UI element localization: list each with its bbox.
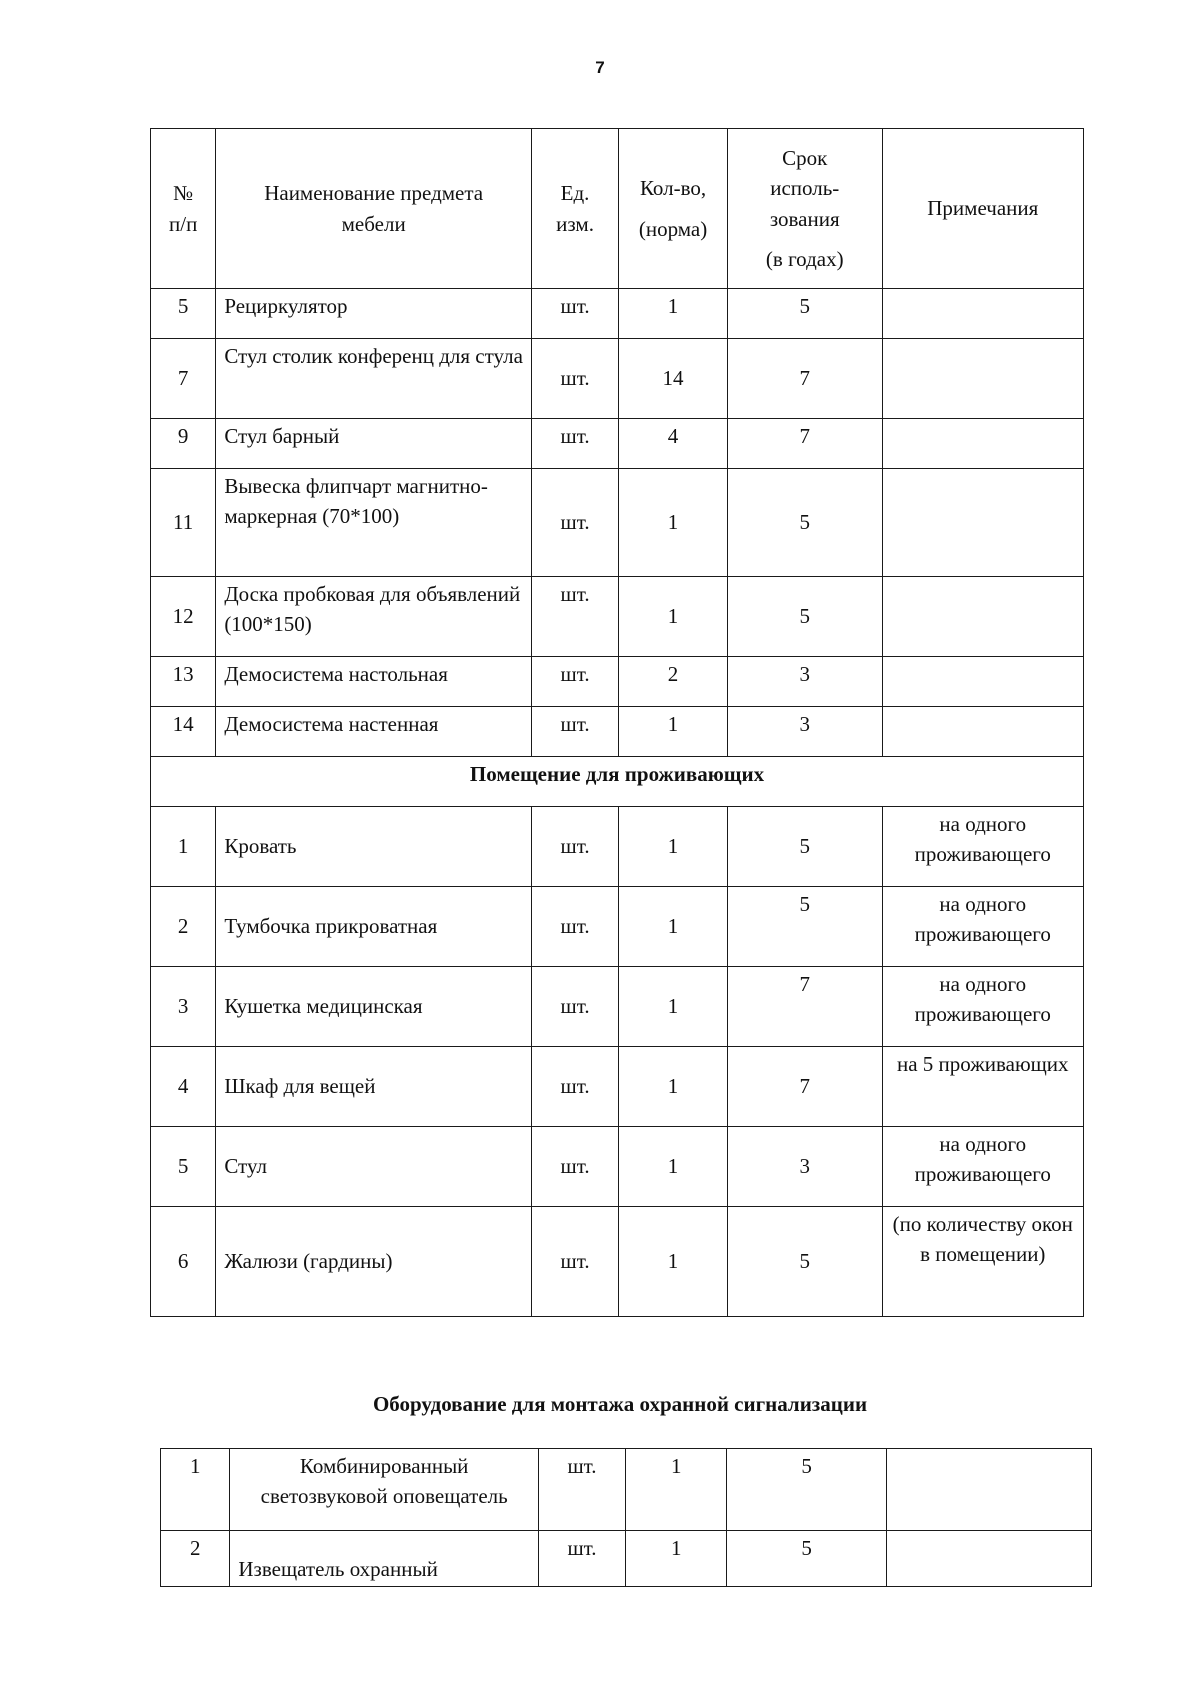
cell-unit: шт. (532, 1047, 619, 1127)
table-row (151, 807, 1084, 887)
cell-unit: шт. (538, 1531, 625, 1587)
cell-term: 5 (727, 1207, 882, 1317)
table-row (151, 967, 1084, 1047)
cell-qty: 1 (619, 577, 728, 657)
cell-name: Извещатель охранный (230, 1531, 539, 1587)
table-row (161, 1449, 1092, 1531)
header-qty: Кол-во, (норма) (619, 129, 728, 289)
cell-term: 5 (727, 469, 882, 577)
header-term: Срок исполь- зования (в годах) (727, 129, 882, 289)
cell-note: на одного проживающего (882, 887, 1083, 967)
cell-name: Комбинированный светозвуковой оповещатель (230, 1449, 539, 1531)
cell-qty: 2 (619, 657, 728, 707)
cell-name: Кровать (216, 807, 532, 887)
cell-note: на одного проживающего (882, 1127, 1083, 1207)
section-title-residents: Помещение для проживающих (151, 757, 1084, 807)
cell-unit: шт. (532, 707, 619, 757)
cell-unit: шт. (532, 419, 619, 469)
section-row (151, 757, 1084, 807)
cell-name: Шкаф для вещей (216, 1047, 532, 1127)
cell-qty: 1 (625, 1449, 726, 1531)
cell-term: 3 (727, 1127, 882, 1207)
table-row (151, 657, 1084, 707)
cell-name: Рециркулятор (216, 289, 532, 339)
cell-qty: 1 (619, 887, 728, 967)
cell-num: 14 (151, 707, 216, 757)
cell-num: 9 (151, 419, 216, 469)
cell-unit: шт. (532, 967, 619, 1047)
cell-num: 1 (151, 807, 216, 887)
cell-num: 7 (151, 339, 216, 419)
header-name: Наименование предмета мебели (216, 129, 532, 289)
cell-note: (по количеству окон в помещении) (882, 1207, 1083, 1317)
cell-term: 5 (727, 1449, 886, 1531)
cell-qty: 4 (619, 419, 728, 469)
cell-term: 3 (727, 707, 882, 757)
cell-unit: шт. (532, 1127, 619, 1207)
table-row (151, 339, 1084, 419)
cell-qty: 1 (619, 1047, 728, 1127)
cell-note (882, 657, 1083, 707)
cell-note (882, 577, 1083, 657)
cell-term: 5 (727, 577, 882, 657)
cell-num: 5 (151, 1127, 216, 1207)
cell-qty: 1 (619, 807, 728, 887)
cell-note (886, 1531, 1091, 1587)
security-equipment-table (160, 1448, 1092, 1587)
table-row (151, 1207, 1084, 1317)
cell-term: 7 (727, 967, 882, 1047)
header-notes: Примечания (882, 129, 1083, 289)
table-row (151, 419, 1084, 469)
cell-unit: шт. (532, 577, 619, 657)
cell-num: 5 (151, 289, 216, 339)
cell-term: 5 (727, 807, 882, 887)
table-row (151, 1047, 1084, 1127)
cell-name: Стул (216, 1127, 532, 1207)
cell-note: на одного проживающего (882, 807, 1083, 887)
page-number: 7 (595, 58, 605, 77)
cell-num: 2 (161, 1531, 230, 1587)
cell-note (882, 289, 1083, 339)
cell-num: 1 (161, 1449, 230, 1531)
table-header-row (151, 129, 1084, 289)
table-row (151, 577, 1084, 657)
header-num: № п/п (151, 129, 216, 289)
cell-unit: шт. (532, 1207, 619, 1317)
cell-unit: шт. (532, 807, 619, 887)
table-row (151, 469, 1084, 577)
table-row (151, 707, 1084, 757)
cell-qty: 1 (619, 707, 728, 757)
cell-unit: шт. (532, 469, 619, 577)
cell-term: 5 (727, 887, 882, 967)
table-row (151, 887, 1084, 967)
cell-num: 4 (151, 1047, 216, 1127)
cell-note (882, 469, 1083, 577)
cell-note: на 5 проживающих (882, 1047, 1083, 1127)
cell-term: 7 (727, 1047, 882, 1127)
cell-term: 3 (727, 657, 882, 707)
cell-qty: 1 (619, 289, 728, 339)
cell-num: 3 (151, 967, 216, 1047)
cell-unit: шт. (532, 657, 619, 707)
cell-qty: 1 (619, 469, 728, 577)
cell-num: 6 (151, 1207, 216, 1317)
table-row (151, 289, 1084, 339)
cell-num: 2 (151, 887, 216, 967)
cell-name: Кушетка медицинская (216, 967, 532, 1047)
cell-qty: 1 (619, 1207, 728, 1317)
cell-note: на одного проживающего (882, 967, 1083, 1047)
cell-name: Демосистема настенная (216, 707, 532, 757)
cell-num: 11 (151, 469, 216, 577)
cell-unit: шт. (532, 887, 619, 967)
cell-name: Демосистема настольная (216, 657, 532, 707)
cell-qty: 1 (625, 1531, 726, 1587)
cell-num: 12 (151, 577, 216, 657)
table-row (151, 1127, 1084, 1207)
cell-num: 13 (151, 657, 216, 707)
header-unit: Ед. изм. (532, 129, 619, 289)
cell-unit: шт. (532, 339, 619, 419)
cell-term: 5 (727, 1531, 886, 1587)
cell-name: Тумбочка прикроватная (216, 887, 532, 967)
cell-qty: 1 (619, 967, 728, 1047)
furniture-table (150, 128, 1084, 1317)
cell-note (886, 1449, 1091, 1531)
cell-note (882, 707, 1083, 757)
cell-name: Стул столик конференц для стула (216, 339, 532, 419)
cell-name: Жалюзи (гардины) (216, 1207, 532, 1317)
table-row (161, 1531, 1092, 1587)
cell-name: Доска пробковая для объявлений (100*150) (216, 577, 532, 657)
section-title-security: Оборудование для монтажа охранной сигнализации (372, 1392, 868, 1416)
cell-term: 5 (727, 289, 882, 339)
cell-qty: 1 (619, 1127, 728, 1207)
cell-name: Стул барный (216, 419, 532, 469)
cell-unit: шт. (538, 1449, 625, 1531)
cell-term: 7 (727, 419, 882, 469)
cell-term: 7 (727, 339, 882, 419)
cell-unit: шт. (532, 289, 619, 339)
cell-qty: 14 (619, 339, 728, 419)
cell-note (882, 419, 1083, 469)
cell-note (882, 339, 1083, 419)
cell-name: Вывеска флипчарт магнитно-маркерная (70*100) (216, 469, 532, 577)
